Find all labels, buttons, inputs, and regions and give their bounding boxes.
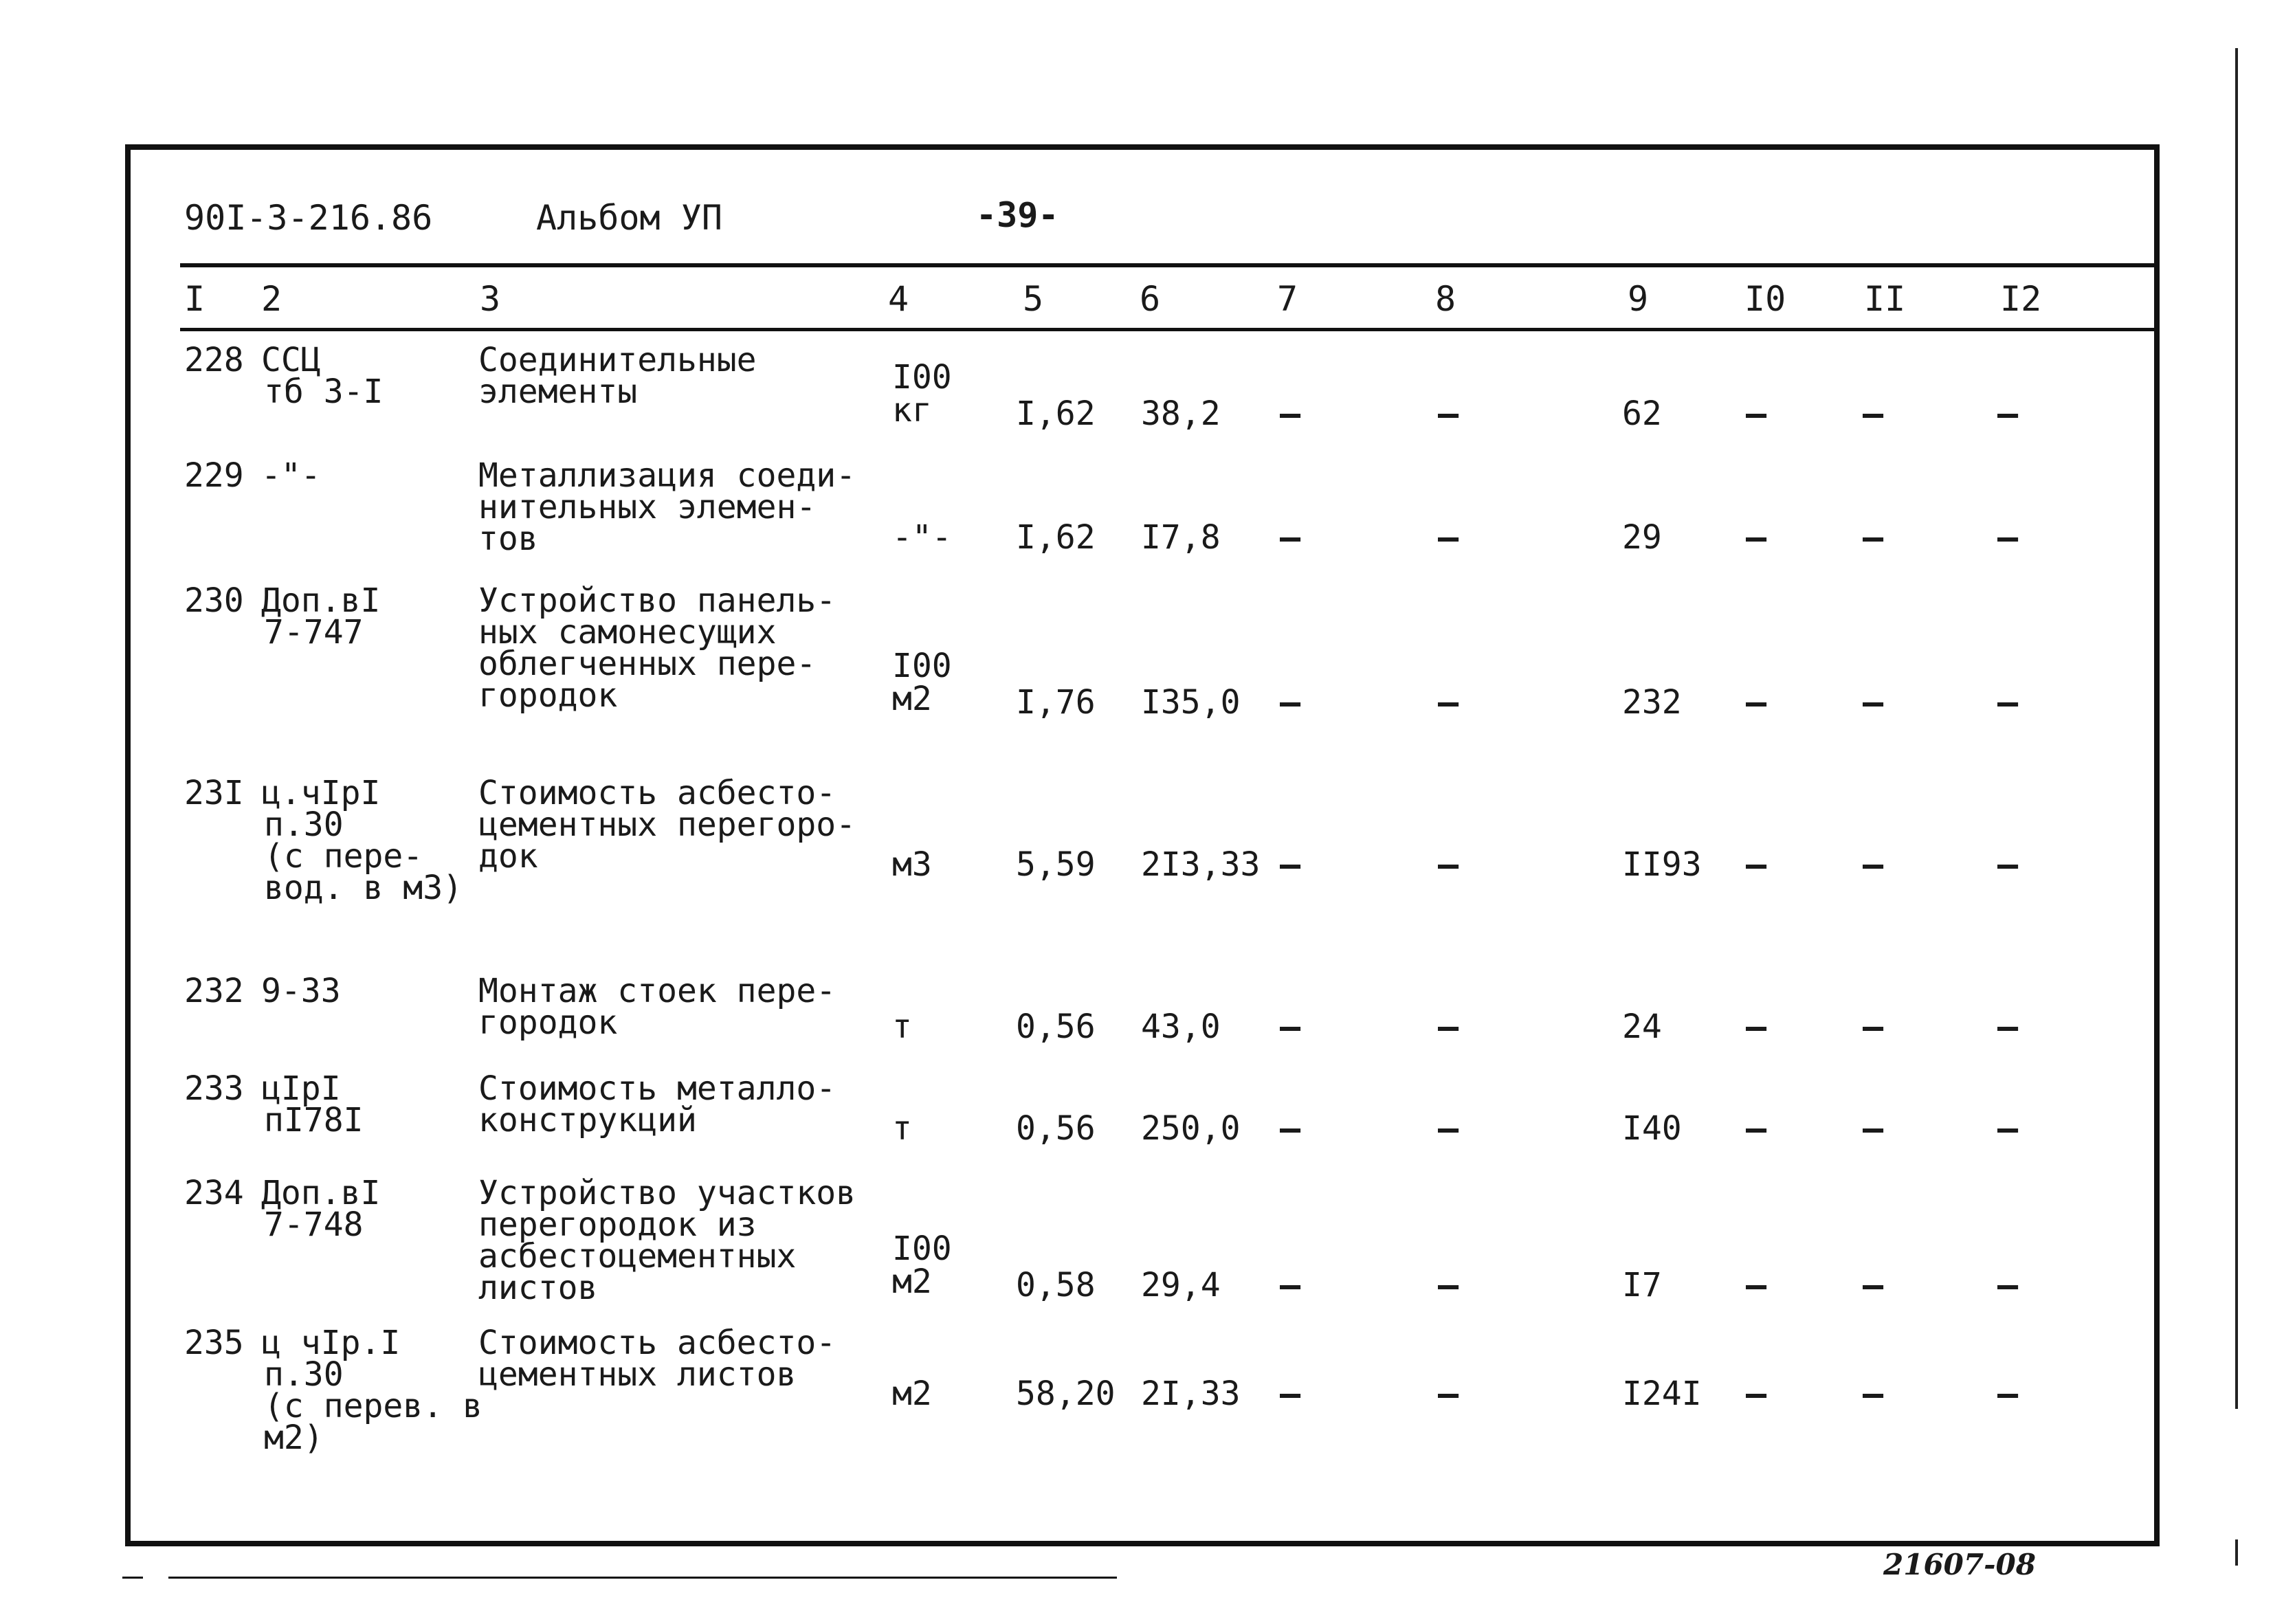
col-header-9: 9 (1628, 279, 1649, 319)
col-header-1: I (184, 279, 206, 319)
row-desc-line: док (478, 837, 538, 876)
row-code-line: ССЦ (261, 341, 321, 379)
row-desc-line: городок (478, 1003, 618, 1042)
row-code-line: Доп.вI (261, 1174, 381, 1212)
row-col10: – (1746, 845, 1767, 885)
row-unit-line: м3 (892, 845, 932, 884)
row-col9: I7 (1622, 1266, 1662, 1304)
row-code-line: ц.чIрI (261, 774, 381, 812)
row-unit-line: I00 (892, 358, 952, 397)
row-col12: – (1997, 1265, 2019, 1305)
row-col12: – (1997, 394, 2019, 434)
row-code-line: 7-748 (264, 1205, 364, 1244)
col-header-12: I2 (2000, 279, 2042, 319)
row-col12: – (1997, 1374, 2019, 1414)
row-col11: – (1863, 682, 1884, 722)
row-number: 232 (184, 972, 244, 1010)
row-desc-line: асбестоцементных (478, 1237, 797, 1276)
row-code-line: цIрI (261, 1069, 341, 1108)
row-unit-line: т (892, 1109, 912, 1148)
row-desc-line: Монтаж стоек пере- (478, 972, 836, 1010)
row-col5: 0,56 (1016, 1008, 1096, 1046)
row-number: 228 (184, 341, 244, 379)
row-desc-line: тов (478, 520, 538, 558)
row-code-line: 9-33 (261, 972, 341, 1010)
row-desc-line: городок (478, 676, 618, 715)
row-desc-line: Стоимость асбесто- (478, 1324, 836, 1362)
row-col11: – (1863, 1265, 1884, 1305)
row-col6: 29,4 (1141, 1266, 1221, 1304)
row-col10: – (1746, 1007, 1767, 1047)
row-desc-line: ных самонесущих (478, 613, 777, 652)
row-col8: – (1438, 1109, 1459, 1148)
row-col5: I,62 (1016, 394, 1096, 433)
row-col11: – (1863, 394, 1884, 434)
row-col7: – (1280, 1374, 1301, 1414)
col-header-6: 6 (1140, 279, 1161, 319)
row-unit-line: т (892, 1008, 912, 1046)
row-col11: – (1863, 1007, 1884, 1047)
row-code-line: пI78I (264, 1101, 364, 1139)
row-col6: 43,0 (1141, 1008, 1221, 1046)
row-col6: 2I,33 (1141, 1375, 1241, 1413)
row-col5: 5,59 (1016, 845, 1096, 884)
row-col9: I40 (1622, 1109, 1682, 1148)
row-col10: – (1746, 1374, 1767, 1414)
row-desc-line: конструкций (478, 1101, 697, 1139)
row-col11: – (1863, 1374, 1884, 1414)
row-col7: – (1280, 1007, 1301, 1047)
row-col5: 58,20 (1016, 1375, 1116, 1413)
row-desc-line: Стоимость металло- (478, 1069, 836, 1108)
row-desc-line: Устройство панель- (478, 581, 836, 620)
row-unit-line: м2 (892, 680, 932, 718)
row-code-line: Доп.вI (261, 581, 381, 620)
row-col9: 29 (1622, 518, 1662, 557)
row-col8: – (1438, 1007, 1459, 1047)
row-code-line: (с перев. в (264, 1387, 483, 1425)
row-col7: – (1280, 518, 1301, 557)
row-col9: II93 (1622, 845, 1702, 884)
col-header-4: 4 (888, 279, 909, 319)
row-col6: I35,0 (1141, 683, 1241, 722)
row-unit-line: I00 (892, 1230, 952, 1268)
row-number: 23I (184, 774, 244, 812)
row-col8: – (1438, 845, 1459, 885)
row-col7: – (1280, 394, 1301, 434)
row-desc-line: Стоимость асбесто- (478, 774, 836, 812)
row-code-line: п.30 (264, 805, 344, 844)
col-header-3: 3 (480, 279, 501, 319)
row-number: 235 (184, 1324, 244, 1362)
row-col10: – (1746, 1265, 1767, 1305)
doc-code: 90I-3-216.86 (184, 198, 433, 238)
col-header-10: I0 (1744, 279, 1786, 319)
row-desc-line: перегородок из (478, 1205, 757, 1244)
row-unit-line: м2 (892, 1263, 932, 1301)
row-col9: 232 (1622, 683, 1682, 722)
row-col12: – (1997, 1007, 2019, 1047)
row-col8: – (1438, 1265, 1459, 1305)
bottom-rule-short (122, 1577, 143, 1579)
bottom-rule (168, 1577, 1117, 1579)
row-col8: – (1438, 682, 1459, 722)
row-code-line: (с пере- (264, 837, 423, 876)
row-col5: I,76 (1016, 683, 1096, 722)
row-code-line: 7-747 (264, 613, 364, 652)
row-code-line: -"- (261, 456, 321, 495)
row-col9: 24 (1622, 1008, 1662, 1046)
row-unit-line: м2 (892, 1375, 932, 1413)
row-col12: – (1997, 518, 2019, 557)
row-col8: – (1438, 518, 1459, 557)
row-unit-line: I00 (892, 647, 952, 685)
row-col6: 250,0 (1141, 1109, 1241, 1148)
col-header-7: 7 (1277, 279, 1298, 319)
row-col5: 0,58 (1016, 1266, 1096, 1304)
row-number: 234 (184, 1174, 244, 1212)
row-code-line: тб 3-I (264, 372, 384, 411)
row-col6: 2I3,33 (1141, 845, 1261, 884)
row-col6: I7,8 (1141, 518, 1221, 557)
header-rule-bottom (180, 328, 2158, 331)
row-code-line: п.30 (264, 1355, 344, 1394)
row-desc-line: элементы (478, 372, 638, 411)
row-col10: – (1746, 1109, 1767, 1148)
row-desc-line: листов (478, 1269, 598, 1307)
col-header-8: 8 (1435, 279, 1456, 319)
row-code-line: вод. в м3) (264, 869, 463, 907)
row-col8: – (1438, 394, 1459, 434)
row-number: 233 (184, 1069, 244, 1108)
row-col5: I,62 (1016, 518, 1096, 557)
row-col10: – (1746, 518, 1767, 557)
right-edge-mark (2235, 1539, 2238, 1566)
row-col8: – (1438, 1374, 1459, 1414)
row-desc-line: Металлизация соеди- (478, 456, 856, 495)
page-number: -39- (976, 195, 1059, 235)
row-col10: – (1746, 394, 1767, 434)
row-desc-line: цементных листов (478, 1355, 797, 1394)
archive-stamp: 21607-08 (1883, 1548, 2036, 1581)
row-desc-line: облегченных пере- (478, 645, 817, 683)
row-code-line: ц чIр.I (261, 1324, 401, 1362)
row-col12: – (1997, 845, 2019, 885)
row-col9: I24I (1622, 1375, 1702, 1413)
row-desc-line: Устройство участков (478, 1174, 856, 1212)
col-header-2: 2 (261, 279, 282, 319)
row-col12: – (1997, 1109, 2019, 1148)
row-col9: 62 (1622, 394, 1662, 433)
album-label: Альбом УП (536, 198, 722, 238)
row-desc-line: цементных перегоро- (478, 805, 856, 844)
row-col7: – (1280, 845, 1301, 885)
col-header-11: II (1864, 279, 1906, 319)
row-col7: – (1280, 1109, 1301, 1148)
row-col12: – (1997, 682, 2019, 722)
row-unit-line: -"- (892, 518, 952, 557)
row-desc-line: нительных элемен- (478, 488, 817, 526)
row-col6: 38,2 (1141, 394, 1221, 433)
row-desc-line: Соединительные (478, 341, 757, 379)
row-col5: 0,56 (1016, 1109, 1096, 1148)
row-col11: – (1863, 1109, 1884, 1148)
row-number: 230 (184, 581, 244, 620)
row-col10: – (1746, 682, 1767, 722)
row-col11: – (1863, 518, 1884, 557)
row-col7: – (1280, 682, 1301, 722)
row-code-line: м2) (264, 1419, 324, 1457)
row-col11: – (1863, 845, 1884, 885)
header-rule-top (180, 263, 2158, 267)
right-edge-line (2235, 48, 2238, 1409)
row-number: 229 (184, 456, 244, 495)
row-col7: – (1280, 1265, 1301, 1305)
row-unit-line: кг (892, 391, 932, 430)
col-header-5: 5 (1023, 279, 1044, 319)
